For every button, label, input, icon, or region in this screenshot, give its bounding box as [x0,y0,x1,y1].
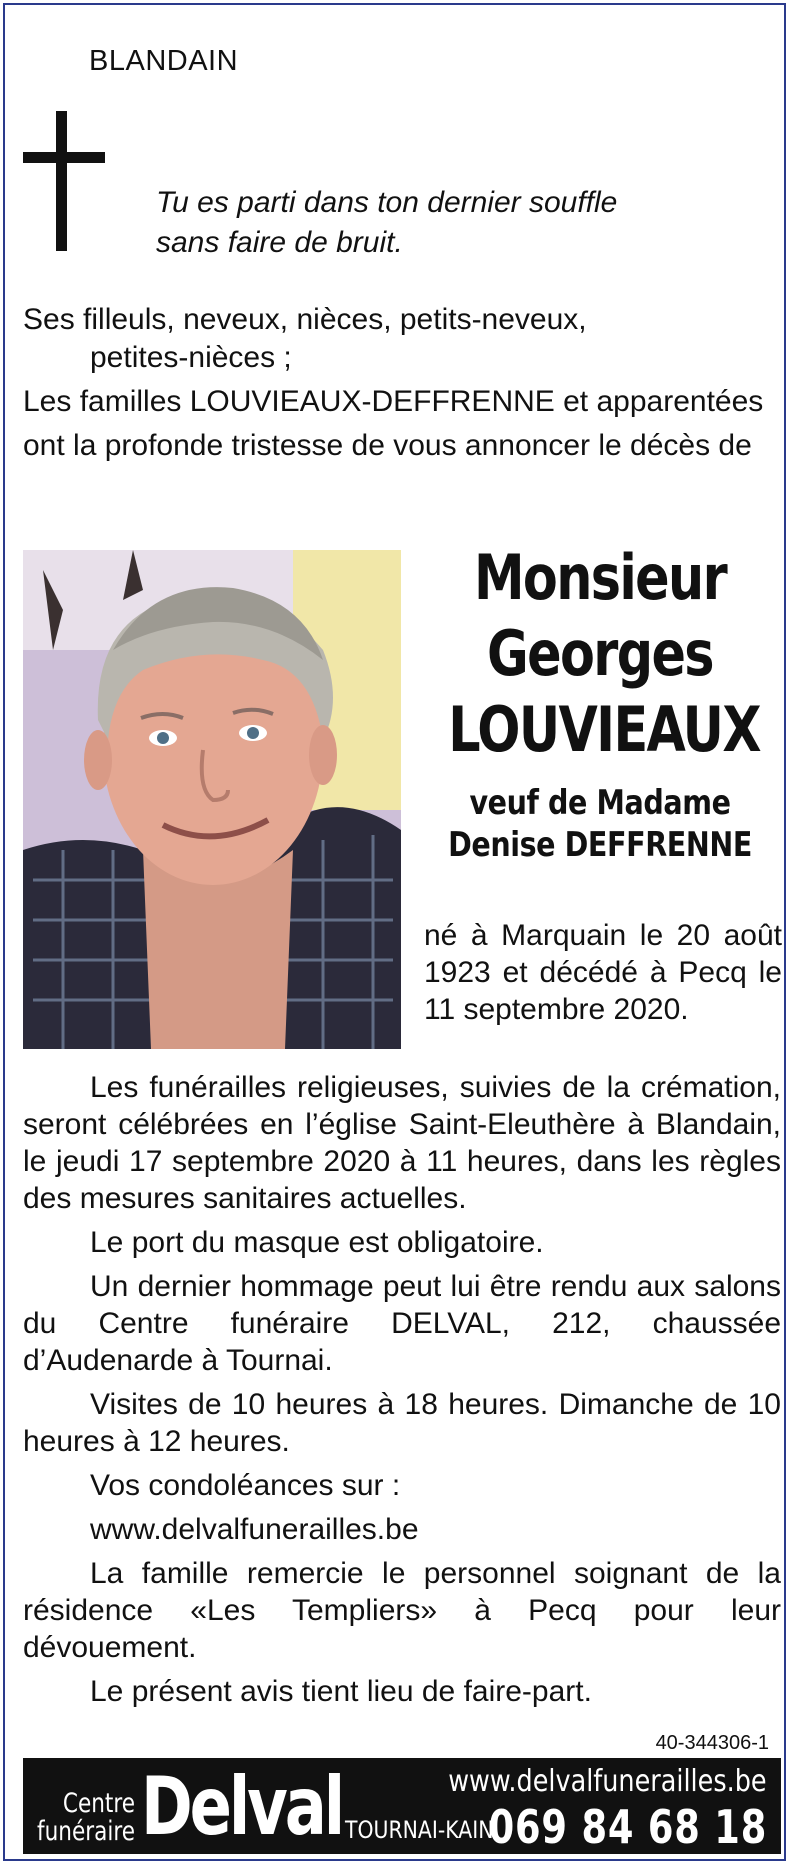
website-link[interactable]: www.delvalfunerailles.be [448,1764,767,1799]
funeral-details [23,1069,781,1717]
widow-line-2: Denise DEFFRENNE [448,825,752,865]
mask-notice: Le port du masque est obligatoire. [90,1226,544,1259]
deceased-name-block [415,540,785,866]
verse [156,183,617,263]
phone-number[interactable]: 069 84 68 18 [488,1800,767,1854]
brand-logo: Delval [141,1760,342,1853]
verse-line-1: Tu es parti dans ton dernier souffle [156,186,618,219]
reference-number: 40-344306-1 [655,1732,769,1754]
cross-icon [56,111,67,251]
intro-text-2: petites-nièces ; [90,341,292,374]
verse-line-2: sans faire de bruit. [156,226,403,259]
deceased-title: Monsieur [473,541,727,614]
centre-label-2: funéraire [37,1816,136,1847]
intro-line-3: Les familles LOUVIEAUX-DEFFRENNE et apparentées [23,385,764,418]
intro-text-1: Ses filleuls, neveux, nièces, petits-neveux, [23,303,587,336]
family-intro [23,301,781,471]
funeral-paragraph: Les funérailles religieuses, suivies de la crémation, seront célébrées en l’église Saint-Eleuthère à Blandain, le jeudi 17 septembre 2020 à 11 heures, dans les règles des mesures sanitaires actuelles. [23,1071,781,1215]
visiting-hours: Visites de 10 heures à 18 heures. Dimanche de 10 heures à 12 heures. [23,1388,781,1458]
obituary-frame [3,3,786,1861]
widow-info [445,782,756,866]
intro-line-4: ont la profonde tristesse de vous annoncer le décès de [23,429,752,462]
place-name: BLANDAIN [89,45,239,77]
condolences-link[interactable]: www.delvalfunerailles.be [90,1513,419,1546]
widow-line-1: veuf de Madame [469,783,731,823]
city-label: TOURNAI-KAIN [345,1816,494,1844]
tribute-paragraph: Un dernier hommage peut lui être rendu aux salons du Centre funéraire DELVAL, 212, chaussée d’Audenarde à Tournai. [23,1270,781,1377]
notice-paragraph: Le présent avis tient lieu de faire-part. [90,1675,592,1708]
funeral-home-banner [23,1758,781,1854]
cross-icon-bar [23,152,105,163]
portrait-photo [23,550,401,1049]
thanks-paragraph: La famille remercie le personnel soignant de la résidence «Les Templiers» à Pecq pour leur dévouement. [23,1557,781,1664]
intro-line-1 [23,301,781,377]
centre-label-1: Centre [62,1788,136,1819]
deceased-first-name: Georges [487,617,713,690]
birth-death-text: né à Marquain le 20 août 1923 et décédé à Pecq le 11 septembre 2020. [424,919,782,1026]
portrait-illustration [23,550,401,1049]
centre-label [37,1790,135,1846]
condolences-label: Vos condoléances sur : [90,1469,401,1502]
deceased-last-name: LOUVIEAUX [448,693,760,766]
